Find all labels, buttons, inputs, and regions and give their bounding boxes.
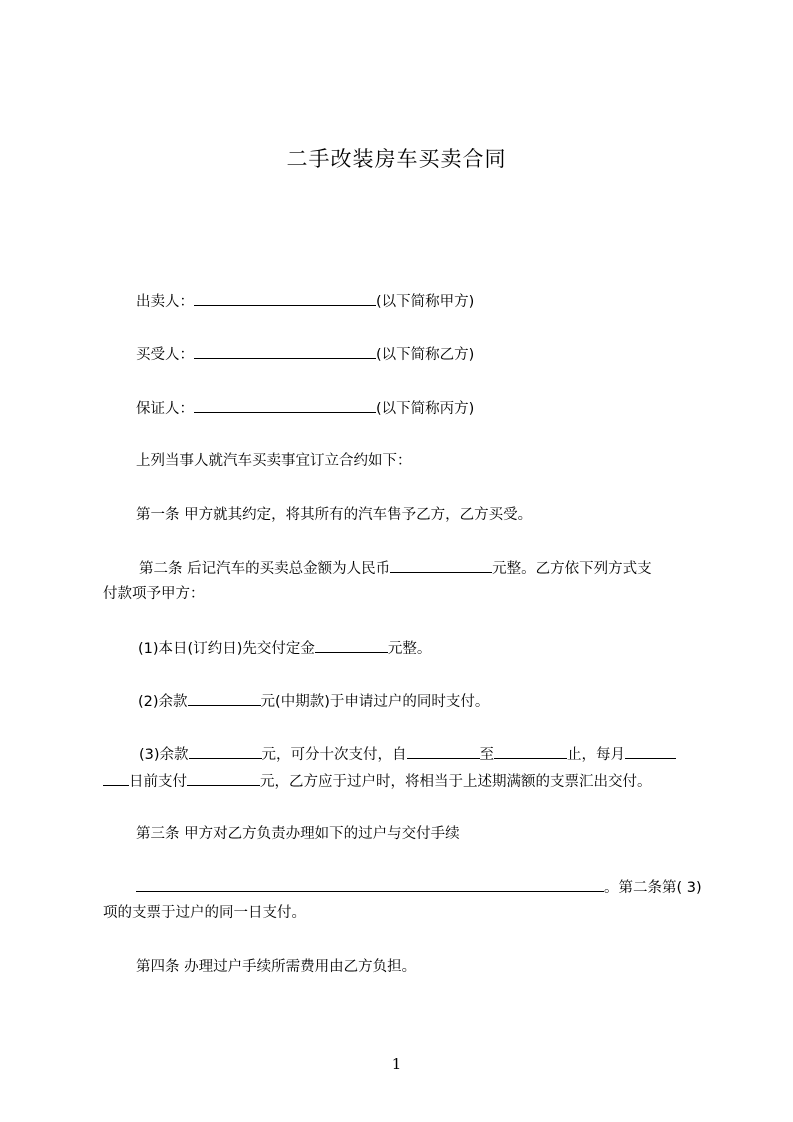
guarantor-line <box>103 397 742 420</box>
item-3-text-b: 元，可分十次支付，自 <box>261 747 407 763</box>
seller-note: (以下简称甲方) <box>376 294 475 310</box>
buyer-note: (以下简称乙方) <box>376 347 475 363</box>
article-1-text: 第一条 甲方就其约定，将其所有的汽车售予乙方，乙方买受。 <box>136 507 533 523</box>
article-4 <box>103 956 742 978</box>
item-1-text-a: (1)本日(订约日)先交付定金 <box>138 641 315 657</box>
article-4-text: 第四条 办理过户手续所需费用由乙方负担。 <box>136 959 417 975</box>
end-date-blank <box>494 743 567 759</box>
item-2-text-a: (2)余款 <box>138 694 188 710</box>
article-2-text-c: 付款项予甲方： <box>103 586 205 602</box>
item-2 <box>103 690 744 713</box>
item-3-text-d: 止，每月 <box>567 747 626 763</box>
transfer-procedures-blank <box>136 876 604 892</box>
installment-blank <box>187 770 260 786</box>
item-2-text-b: 元(中期款)于申请过户的同时支付。 <box>260 694 490 710</box>
article-3 <box>103 823 742 845</box>
buyer-label: 买受人： <box>136 347 194 363</box>
article-2-text-a: 第二条 后记汽车的买卖总金额为人民币 <box>139 561 391 577</box>
page-number: 1 <box>391 1055 402 1073</box>
article-2-line-2 <box>103 583 709 605</box>
article-2-text-b: 元整。乙方依下列方式支 <box>492 561 652 577</box>
seller-blank <box>194 290 376 306</box>
article-3-continued-line-2 <box>103 902 709 924</box>
seller-line <box>103 290 742 313</box>
deposit-blank <box>315 637 388 653</box>
monthly-day-blank-b <box>103 770 129 786</box>
start-date-blank <box>407 743 480 759</box>
item-3-text-a: (3)余款 <box>139 747 189 763</box>
intro-paragraph <box>103 450 742 472</box>
item-3-line-1 <box>103 743 745 766</box>
article-3-continued-line-1 <box>103 876 742 899</box>
intro-text: 上列当事人就汽车买卖事宜订立合约如下： <box>136 453 412 469</box>
balance-blank <box>189 743 262 759</box>
item-1-text-b: 元整。 <box>387 641 432 657</box>
mid-payment-blank <box>188 690 261 706</box>
buyer-line <box>103 343 742 366</box>
article-3-cont-text-b: 项的支票于过户的同一日支付。 <box>103 905 306 921</box>
article-2-line-1 <box>103 557 745 580</box>
seller-label: 出卖人： <box>136 294 194 310</box>
guarantor-blank <box>194 397 376 413</box>
item-3-text-c: 至 <box>479 747 495 763</box>
article-1 <box>103 504 742 526</box>
article-3-cont-text-a: 。第二条第( 3) <box>604 880 702 896</box>
guarantor-label: 保证人： <box>136 401 194 417</box>
item-3-text-e: 日前支付 <box>129 774 187 790</box>
item-1 <box>103 637 744 660</box>
item-3-text-f: 元，乙方应于过户时，将相当于上述期满额的支票汇出交付。 <box>260 774 652 790</box>
guarantor-note: (以下简称丙方) <box>376 401 475 417</box>
total-amount-blank <box>390 557 492 573</box>
buyer-blank <box>194 343 376 359</box>
monthly-day-blank-a <box>625 743 676 759</box>
item-3-line-2 <box>103 770 709 793</box>
article-3-text: 第三条 甲方对乙方负责办理如下的过户与交付手续 <box>136 826 460 842</box>
document-title: 二手改装房车买卖合同 <box>286 147 507 171</box>
